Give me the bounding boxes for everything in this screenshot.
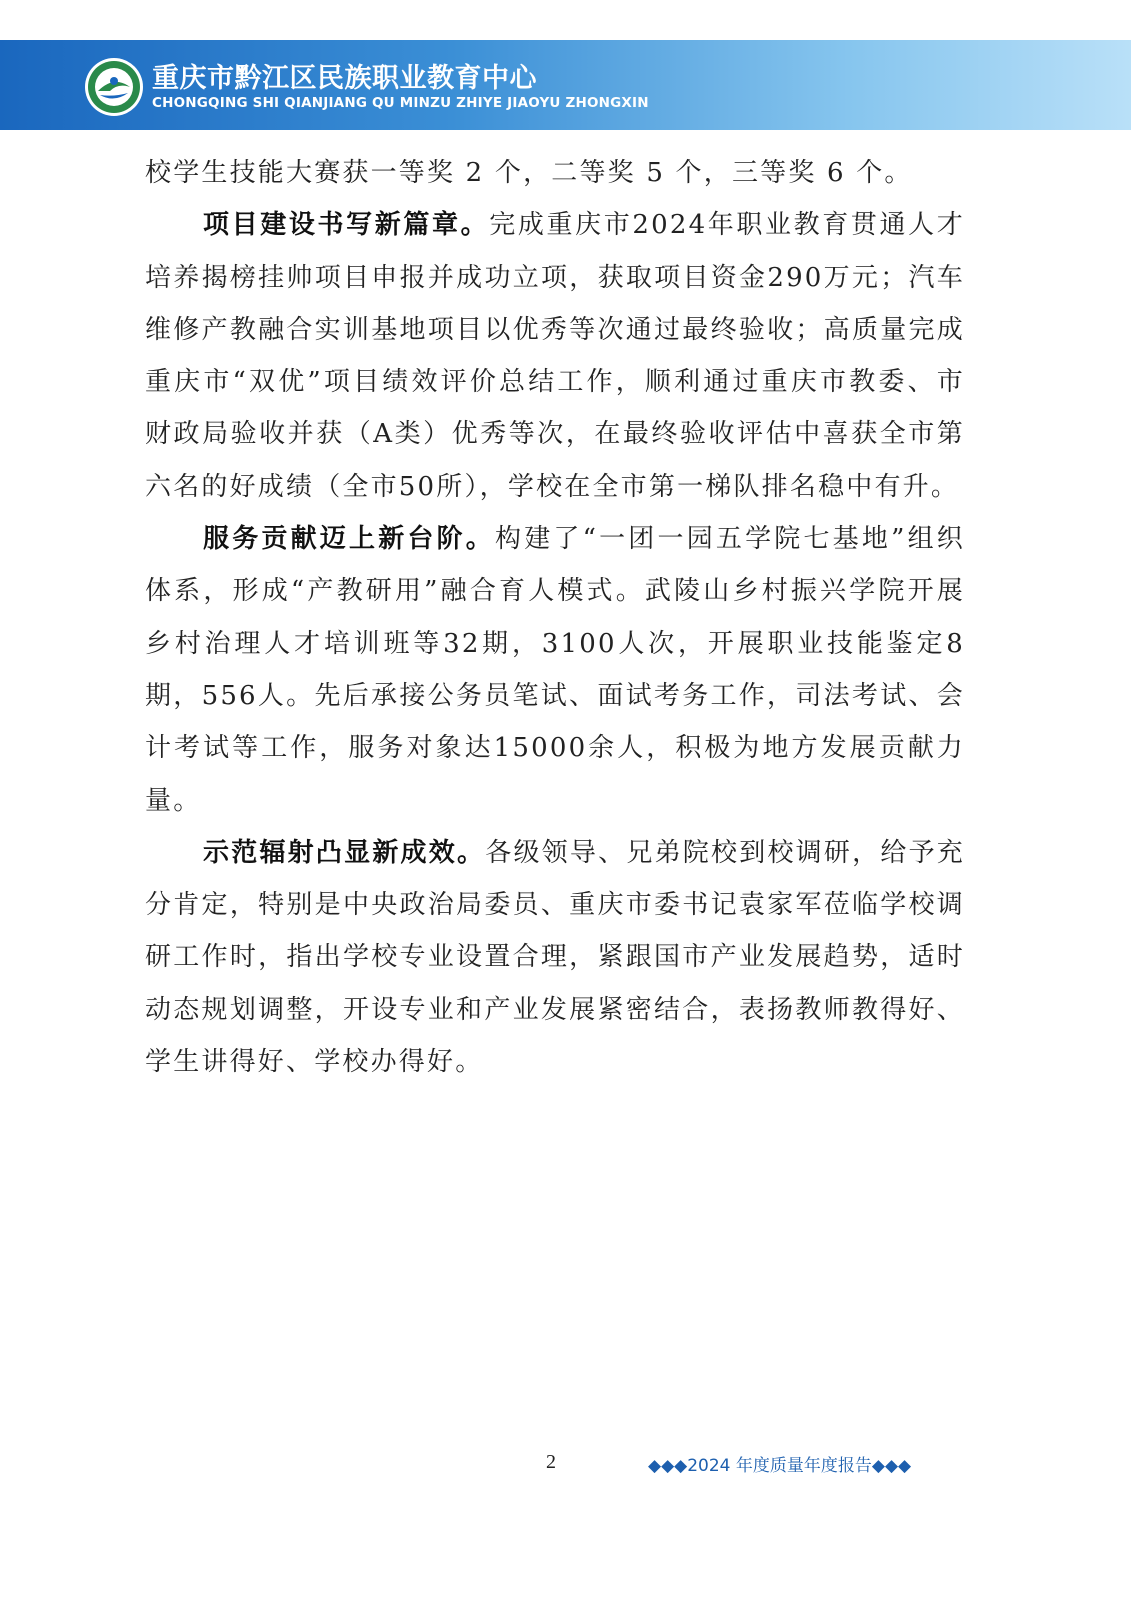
school-name-cn: 重庆市黔江区民族职业教育中心 [152,63,537,94]
paragraph-service-contribution [145,513,965,827]
school-name-en: CHONGQING SHI QIANJIANG QU MINZU ZHIYE JIAOYU ZHONGXIN [152,95,649,111]
school-emblem-icon [84,57,144,117]
paragraph-lead: 服务贡献迈上新台阶。 [203,524,495,555]
report-title: 2024 年度质量年度报告 [687,1456,872,1476]
page-number: 2 [546,1451,556,1473]
header-banner [0,40,1131,130]
paragraph-text: 完成重庆市2024年职业教育贯通人才培养揭榜挂帅项目申报并成功立项，获取项目资金290万元；汽车维修产教融合实训基地项目以优秀等次通过最终验收；高质量完成重庆市“双优”项目绩效评价总结工作，顺利通过重庆市教委、市财政局验收并获（A类）优秀等次，在最终验收评估中喜获全市第六名的好成绩（全市50所），学校在全市第一梯队排名稳中有升。 [145,210,965,502]
paragraph-continued [145,147,965,199]
report-body [145,147,965,1088]
diamond-decoration-left: ◆◆◆ [648,1456,688,1476]
paragraph-text: 构建了“一团一园五学院七基地”组织体系，形成“产教研用”融合育人模式。武陵山乡村振兴学院开展乡村治理人才培训班等32期，3100人次，开展职业技能鉴定8期，556人。先后承接公务员笔试、面试考务工作，司法考试、会计考试等工作，服务对象达15000余人，积极为地方发展贡献力量。 [145,524,965,816]
paragraph-demonstration [145,827,965,1088]
paragraph-text: 各级领导、兄弟院校到校调研，给予充分肯定，特别是中央政治局委员、重庆市委书记袁家军莅临学校调研工作时，指出学校专业设置合理，紧跟国市产业发展趋势，适时动态规划调整，开设专业和产业发展紧密结合，表扬教师教得好、学生讲得好、学校办得好。 [145,837,965,1078]
paragraph-lead: 示范辐射凸显新成效。 [203,837,486,868]
paragraph-project-construction [145,199,965,513]
diamond-decoration-right: ◆◆◆ [871,1456,912,1476]
paragraph-lead: 项目建设书写新篇章。 [203,210,490,241]
footer-report-title [648,1451,911,1476]
paragraph-text: 校学生技能大赛获一等奖 2 个，二等奖 5 个，三等奖 6 个。 [145,158,913,188]
